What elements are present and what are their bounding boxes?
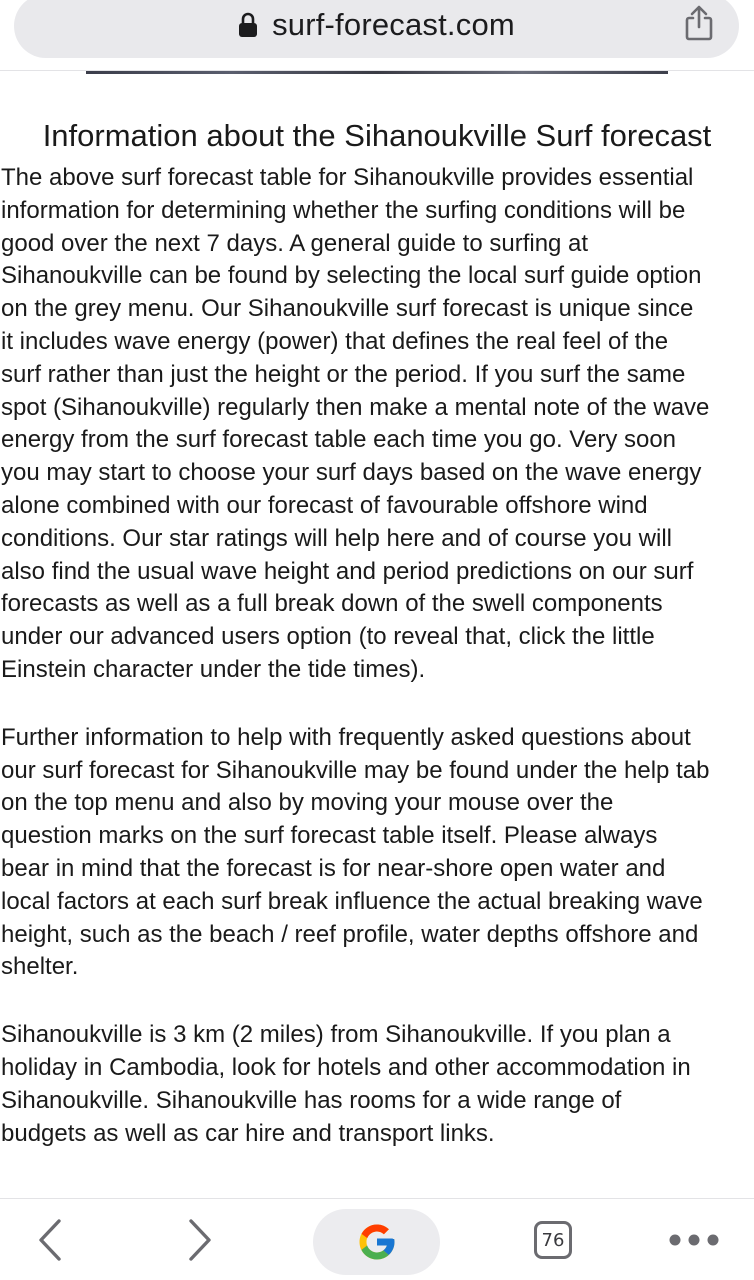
more-dots-icon [668,1233,720,1247]
article-heading: Information about the Sihanoukville Surf forecast [42,118,712,153]
forward-button[interactable] [180,1217,220,1263]
more-button[interactable] [664,1217,724,1263]
article-paragraph-1: The above surf forecast table for Sihanoukville provides essential information for determining whether the surfing conditions will be good over the next 7 days. A general guide to surfing at Sihanoukville can be found by selecting the local surf guide option on the grey menu. Our Sihanoukville surf forecast is unique since it includes wave energy (power) that defines the real feel of the surf rather than just the height or the period. If you surf the same spot (Sihanoukville) regularly then make a mental note of the wave energy from the surf forecast table each time you go. Very soon you may start to choose your surf days based on the wave energy alone combined with our forecast of favourable offshore wind conditions. Our star ratings will help here and of course you will also find the usual wave height and period predictions on our surf forecasts as well as a full break down of the swell components under our advanced users option (to reveal that, click the little Einstein character under the tide times). [1,164,710,683]
tabs-icon [534,1221,572,1259]
article [0,78,754,1150]
url-text[interactable]: surf-forecast.com [272,7,515,42]
google-g-icon [356,1221,398,1263]
url-display[interactable] [14,6,739,44]
chevron-right-icon [187,1218,213,1262]
google-search-button[interactable] [313,1209,440,1275]
url-bar[interactable] [14,0,739,58]
tabs-button[interactable] [530,1217,576,1263]
chevron-left-icon [37,1218,63,1262]
top-address-bar [0,0,754,71]
back-button[interactable] [30,1217,70,1263]
bottom-toolbar [0,1198,754,1280]
tab-count: 76 [541,1229,565,1251]
article-paragraph-2: Further information to help with frequently asked questions about our surf forecast for Sihanoukville may be found under the help tab on the top menu and also by moving your mouse over the question marks on the surf forecast table itself. Please always bear in mind that the forecast is for near-shore open water and local factors at each surf break influence the actual breaking wave height, such as the beach / reef profile, water depths offshore and shelter. [1,723,710,981]
article-paragraph-3: Sihanoukville is 3 km (2 miles) from Sihanoukville. If you plan a holiday in Cambodia, look for hotels and other accommodation in Sihanoukville. Sihanoukville has rooms for a wide range of budgets as well as car hire and transport links. [1,1021,691,1147]
share-icon[interactable] [681,4,717,42]
lock-icon [238,12,258,38]
